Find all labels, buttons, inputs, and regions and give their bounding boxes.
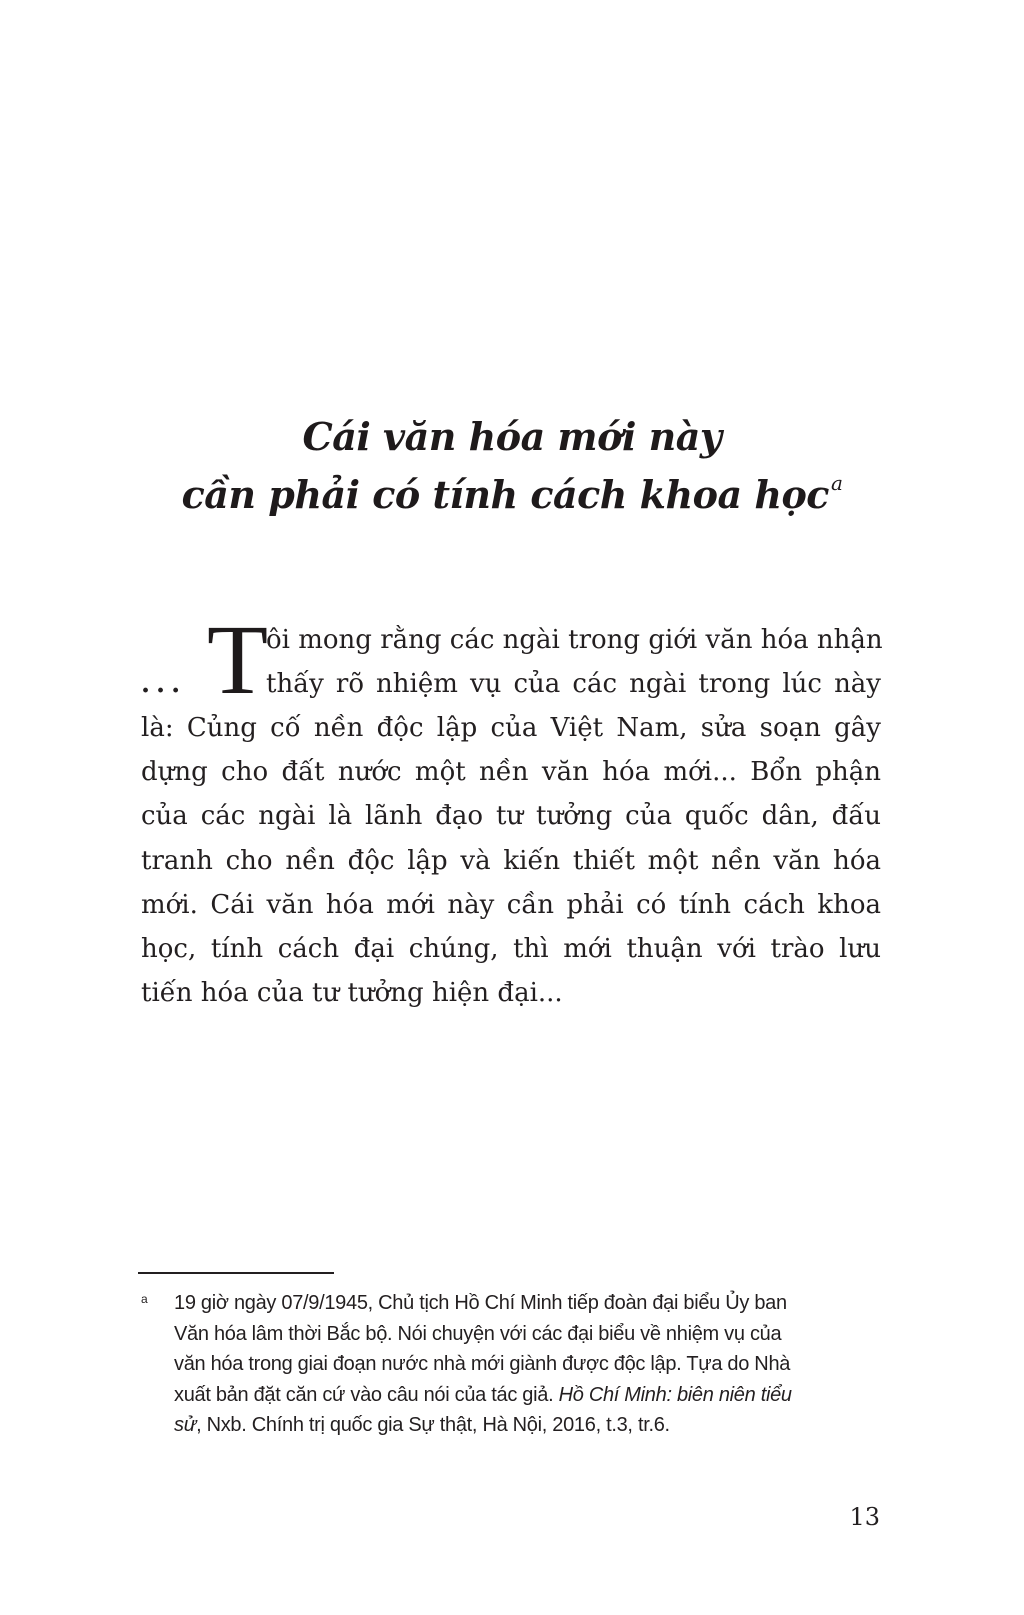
- footnote-text: xuất bản đặt căn cứ vào câu nói của tác giả.: [174, 1383, 559, 1406]
- body-line: của các ngài là lãnh đạo tư tưởng của quốc dân, đấu: [141, 801, 881, 832]
- footnote-marker: a: [141, 1292, 148, 1306]
- footnote-citation-title: Hồ Chí Minh: biên niên tiểu: [558, 1383, 792, 1406]
- drop-cap: T: [207, 604, 269, 715]
- footnote-reference-marker[interactable]: a: [830, 471, 843, 496]
- body-line: ôi mong rằng các ngài trong giới văn hóa nhận: [266, 625, 883, 655]
- body-line: là: Củng cố nền độc lập của Việt Nam, sửa soạn gây: [141, 713, 881, 743]
- footnote-line: [174, 1380, 886, 1411]
- chapter-title: [0, 408, 1024, 524]
- footnote: [141, 1288, 886, 1441]
- footnote-line: 19 giờ ngày 07/9/1945, Chủ tịch Hồ Chí Minh tiếp đoàn đại biểu Ủy ban: [174, 1292, 787, 1314]
- footnote-line: Văn hóa lâm thời Bắc bộ. Nói chuyện với các đại biểu về nhiệm vụ của: [174, 1322, 782, 1345]
- body-line: học, tính cách đại chúng, thì mới thuận với trào lưu: [141, 934, 881, 965]
- footnote-citation-details: , Nxb. Chính trị quốc gia Sự thật, Hà Nội, 2016, t.3, tr.6.: [196, 1414, 670, 1436]
- footnote-citation-title-end: sử: [174, 1414, 197, 1436]
- chapter-title-line-2-text: cần phải có tính cách khoa học: [181, 472, 829, 518]
- opening-lines: [141, 604, 883, 715]
- footnote-line: văn hóa trong giai đoạn nước nhà mới giành được độc lập. Tựa do Nhà: [174, 1353, 791, 1375]
- chapter-title-line-2: [0, 466, 1024, 524]
- body-line: dựng cho đất nước một nền văn hóa mới... Bổn phận: [141, 757, 881, 788]
- body-paragraph: [141, 604, 883, 1015]
- leading-ellipsis: ...: [141, 669, 187, 699]
- chapter-title-line-1: Cái văn hóa mới này: [302, 414, 722, 460]
- body-line: mới. Cái văn hóa mới này cần phải có tính cách khoa: [141, 889, 881, 920]
- body-line: tiến hóa của tư tưởng hiện đại...: [141, 978, 563, 1009]
- footnote-line: [174, 1410, 886, 1441]
- page-number: 13: [849, 1503, 880, 1531]
- body-line: thấy rõ nhiệm vụ của các ngài trong lúc này: [266, 669, 881, 699]
- footnote-divider: [138, 1272, 334, 1274]
- body-line: tranh cho nền độc lập và kiến thiết một nền văn hóa: [141, 845, 881, 876]
